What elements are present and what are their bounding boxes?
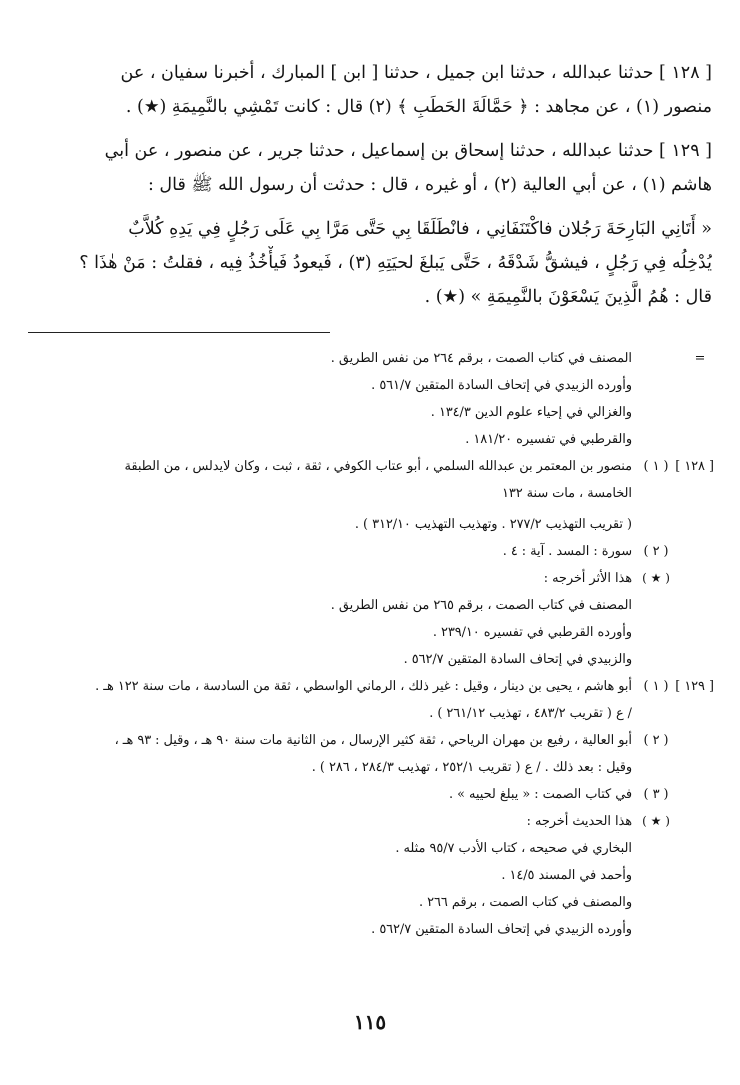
footnote-line: هذا الأثر أخرجه : [543, 571, 632, 586]
footnotes [28, 345, 714, 943]
footnote-129-3 [28, 781, 714, 808]
footnote-mark: ( ٢ ) [643, 544, 669, 559]
footnote-line: ( تقريب التهذيب ٢٧٧/٢ . وتهذيب التهذيب ٣١٢/١٠ ) . [354, 517, 632, 532]
narration-129 [60, 134, 712, 202]
footnote-128-2 [28, 538, 714, 565]
text-line: هاشم (١) ، عن أبي العالية (٢) ، أو غيره ، قال : حدثت أن رسول الله ﷺ قال : [147, 175, 712, 195]
entry-tag: [ ١٢٨ ] [675, 459, 714, 474]
text-line: قال : هُمُ الَّذِينَ يَسْعَوْنَ بالنَّمِيمَةِ » (★) . [424, 287, 712, 307]
continuation-mark: = [694, 351, 706, 366]
footnote-mark: ( ١ ) [643, 459, 669, 474]
footnote-line: وأورده القرطبي في تفسيره ٢٣٩/١٠ . [432, 625, 632, 640]
footnote-line: في كتاب الصمت : « يبلغ لحييه » . [449, 787, 632, 802]
footnote-line: وأورده الزبيدي في إتحاف السادة المتقين ٥٦١/٧ . [371, 378, 632, 393]
footnote-mark: ( ★ ) [642, 571, 670, 585]
hadith-text [60, 212, 712, 314]
footnote-129-2 [28, 727, 714, 781]
footnote-128-star [28, 565, 714, 673]
footnote-line: / ع ( تقريب ٤٨٣/٢ ، تهذيب ٢٦١/١٢ ) . [429, 706, 632, 721]
text-line: منصور (١) ، عن مجاهد : ﴿ حَمَّالَةَ الحَطَبِ ﴾ (٢) قال : كانت تَمْشِي بالنَّمِيمَةِ (★) . [125, 97, 712, 117]
page-number: ١١٥ [353, 1010, 387, 1034]
footnote-line: أبو العالية ، رفيع بن مهران الرياحي ، ثقة كثير الإرسال ، من الثانية مات سنة ٩٠ هـ ، وقيل : ٩٣ هـ ، [114, 733, 632, 748]
footnote-line: أبو هاشم ، يحيى بن دينار ، وقيل : غير ذلك ، الرماني الواسطي ، ثقة من السادسة ، مات سنة ١٢٢ هـ . [95, 679, 632, 694]
footnote-line: والغزالي في إحياء علوم الدين ١٣٤/٣ . [430, 405, 632, 420]
footnote-line: المصنف في كتاب الصمت ، برقم ٢٦٥ من نفس الطريق . [330, 598, 632, 613]
footnote-line: منصور بن المعتمر بن عبدالله السلمي ، أبو عتاب الكوفي ، ثقة ، ثبت ، وكان لايدلس ، من الطبقة [124, 459, 632, 474]
footnote-mark: ( ٢ ) [643, 733, 669, 748]
footnote-line: الخامسة ، مات سنة ١٣٢ [501, 486, 632, 501]
footnote-line: والمصنف في كتاب الصمت ، برقم ٢٦٦ . [419, 895, 632, 910]
footnote-129-1 [28, 673, 714, 727]
text-line: يُدْخِلُه فِي رَجُلٍ ، فيشقُّ شَدْقَهُ ، حَتَّى يَبلغَ لحيَتِهِ (٣) ، فَيعودُ فَيأْخُذُ فِيه ، فقلتُ : مَنْ هٰذَا ؟ [79, 253, 712, 273]
footnote-line: هذا الحديث أخرجه : [526, 814, 632, 829]
footnote-mark: ( ١ ) [643, 679, 669, 694]
footnote-128-1 [28, 453, 714, 538]
footnote-line: والقرطبي في تفسيره ١٨١/٢٠ . [465, 432, 632, 447]
narration-128 [60, 56, 712, 124]
footnote-line: المصنف في كتاب الصمت ، برقم ٢٦٤ من نفس الطريق . [330, 351, 632, 366]
text-line: [ ١٢٨ ] حدثنا عبدالله ، حدثنا ابن جميل ، حدثنا [ ابن ] المبارك ، أخبرنا سفيان ، عن [120, 63, 712, 83]
footnote-separator [28, 332, 330, 333]
footnote-line: وقيل : بعد ذلك . / ع ( تقريب ٢٥٢/١ ، تهذيب ٢٨٤/٣ ، ٢٨٦ ) . [311, 760, 632, 775]
footnote-line: وأورده الزبيدي في إتحاف السادة المتقين ٥٦٢/٧ . [371, 922, 632, 937]
footnote-continued [28, 345, 714, 453]
footnote-mark: ( ★ ) [642, 814, 670, 828]
main-text [60, 56, 712, 324]
footnote-129-star [28, 808, 714, 943]
text-line: « أَتَانِي البَارِحَةَ رَجُلان فاكْتَنَفَانِي ، فانْطَلَقَا بِي حَتَّى مَرَّا بِي عَلَى رَجُلٍ فِي يَدِهِ كُلاَّبٌ [128, 219, 712, 239]
footnote-line: البخاري في صحيحه ، كتاب الأدب ٩٥/٧ مثله . [395, 841, 632, 856]
entry-tag: [ ١٢٩ ] [675, 679, 714, 694]
footnote-line: سورة : المسد . آية : ٤ . [502, 544, 632, 559]
footnote-line: وأحمد في المسند ١٤/٥ . [501, 868, 632, 883]
footnote-mark: ( ٣ ) [643, 787, 669, 802]
footnote-line: والزبيدي في إتحاف السادة المتقين ٥٦٢/٧ . [403, 652, 632, 667]
text-line: [ ١٢٩ ] حدثنا عبدالله ، حدثنا إسحاق بن إسماعيل ، حدثنا جرير ، عن منصور ، عن أبي [104, 141, 712, 161]
